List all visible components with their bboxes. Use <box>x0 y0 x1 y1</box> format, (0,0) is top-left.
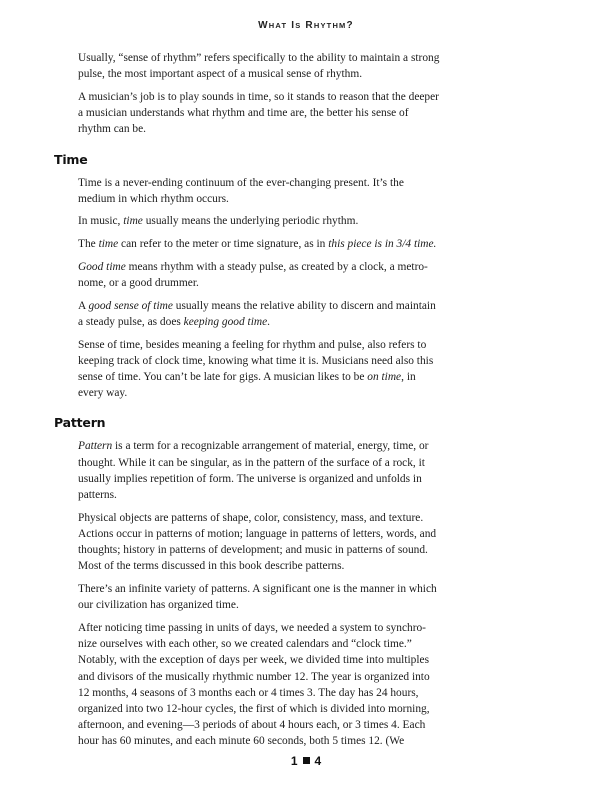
emphasis: keeping good time <box>183 315 268 328</box>
paragraph <box>78 259 440 291</box>
paragraph <box>78 510 440 575</box>
paragraph <box>78 213 440 229</box>
text-run: . <box>267 315 271 328</box>
paragraph <box>78 620 440 750</box>
running-head-part: W <box>258 20 269 31</box>
text-run: Physical objects are patterns of shape, color, consistency, mass, and texture. Actions occur in patterns of motion; language in patterns of letters, words, and thoughts; history in patterns of development; and music in patterns of sound. Most of the terms discussed in this book describe patterns. <box>78 511 437 573</box>
paragraph <box>78 581 440 613</box>
paragraph <box>78 337 440 402</box>
body-text <box>0 50 612 756</box>
running-head-part: HYTHM <box>313 21 347 30</box>
running-head-part: HAT <box>268 21 288 30</box>
text-run: usually means the relative ability to discern and maintain a steady pulse, as does <box>78 299 436 328</box>
paragraph <box>78 89 440 138</box>
text-run: Time is a never-ending continuum of the ever-changing present. It’s the medium in which rhythm occurs. <box>78 176 404 205</box>
emphasis: on time <box>367 371 402 384</box>
text-run: After noticing time passing in units of days, we needed a system to synchro-nize ourselves with each other, so we created calendars and “clock time.” Notably, with the exception of days per week, we divided time into multiples and divisors of the musically rhythmic number 12. The year is organized into 12 months, 4 seasons of 3 months each or 4 times 3. The day has 24 hours, organized into two 12-hour cycles, the first of which is divided into morning, afternoon, and evening—3 periods of about 4 hours each, or 3 times 4. Each hour has 60 minutes, and each minute 60 seconds, both 5 times 12. (We <box>78 621 430 748</box>
running-head-part: S <box>295 21 302 30</box>
text-run: A musician’s job is to play sounds in time, so it stands to reason that the deeper a musician understands what rhythm and time are, the better his sense of rhythm can be. <box>78 90 439 136</box>
text-run: is a term for a recognizable arrangement of material, energy, time, or thought. While it can be singular, as in the pattern of the surface of a rock, it usually implies repetition of form. The universe is organized and unfolds in patterns. <box>78 440 429 502</box>
text-run: means rhythm with a steady pulse, as created by a clock, a metro-nome, or a good drummer. <box>78 260 428 290</box>
text-run: usually means the underlying periodic rhythm. <box>142 215 359 228</box>
running-head-part: I <box>291 20 296 31</box>
paragraph <box>78 236 440 252</box>
running-head-part: R <box>305 20 314 31</box>
emphasis: good sense of time <box>88 299 173 312</box>
text-run: Usually, “sense of rhythm” refers specifically to the ability to maintain a strong pulse, the most important aspect of a musical sense of rhythm. <box>78 52 440 81</box>
paragraph <box>78 298 440 330</box>
page-number-value: 4 <box>314 754 322 768</box>
emphasis: time <box>98 238 119 251</box>
section-heading-time: Time <box>54 151 88 167</box>
emphasis: time <box>123 215 143 228</box>
emphasis: Good time <box>78 260 126 273</box>
chapter-number: 1 <box>290 754 298 768</box>
text-run: Sense of time, besides meaning a feeling for rhythm and pulse, also refers to keeping track of clock time, knowing what time it is. Musicians need also this sense of time. You can’t be late for gigs. A musician likes to be <box>78 338 434 384</box>
square-bullet-icon <box>303 757 310 764</box>
text-run: A <box>78 299 89 312</box>
text-run: can refer to the meter or time signature, as in <box>118 238 329 251</box>
page-number <box>0 754 612 768</box>
text-run: , in every way. <box>78 371 416 400</box>
paragraph <box>78 438 440 503</box>
emphasis: this piece is in 3/4 time. <box>328 238 437 251</box>
paragraph <box>78 50 440 82</box>
emphasis: Pattern <box>78 440 113 453</box>
text-run: In music, <box>78 215 124 228</box>
running-head <box>0 20 612 31</box>
section-heading-pattern: Pattern <box>54 415 106 431</box>
paragraph <box>78 175 440 207</box>
text-run: There’s an infinite variety of patterns. A significant one is the manner in which our civilization has organized time. <box>78 583 437 612</box>
text-run: The <box>78 238 99 251</box>
running-head-part: ? <box>346 20 354 31</box>
